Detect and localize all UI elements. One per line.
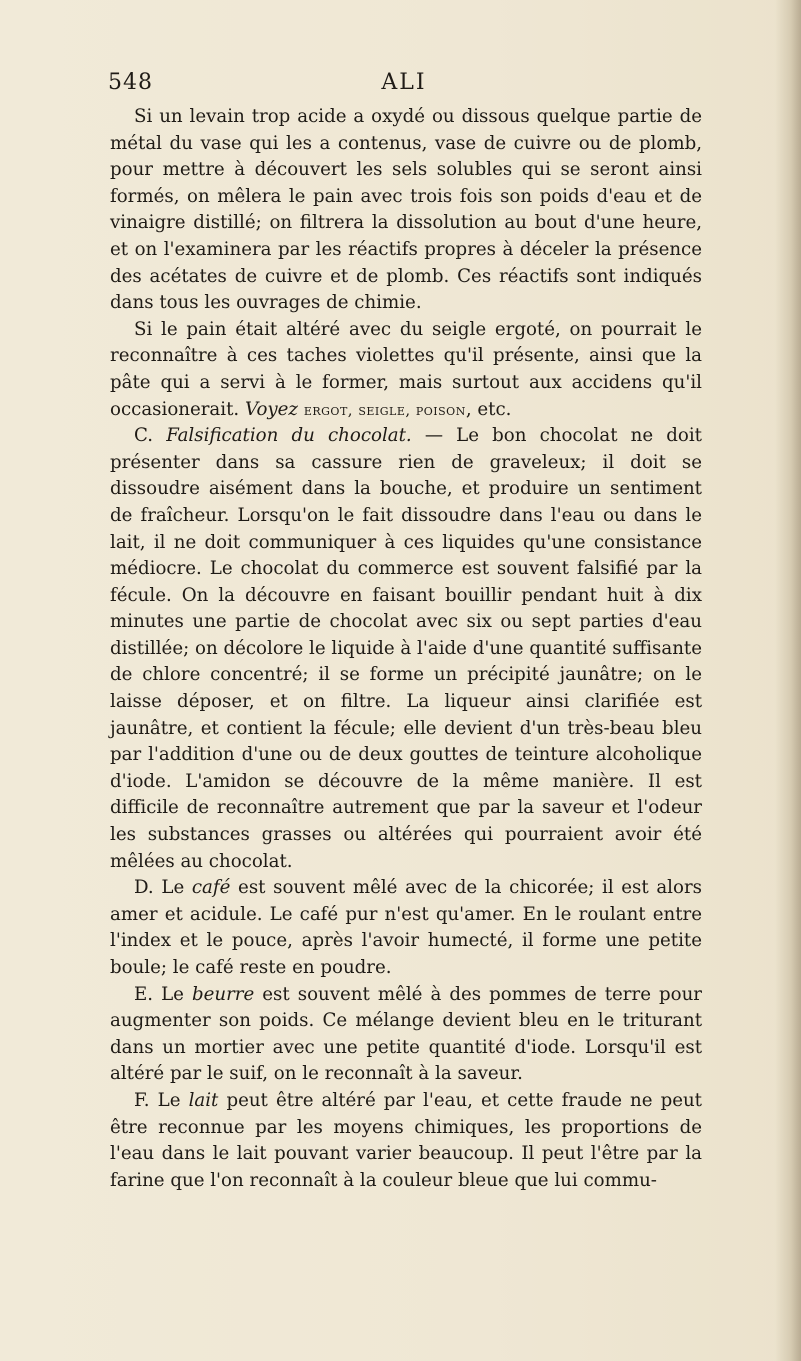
paragraph-3-text: Falsification du chocolat. [166,425,412,447]
paragraph-4 [110,875,702,981]
paragraph-2 [110,317,702,423]
page-edge-shadow [775,0,801,1361]
body-text [110,104,702,1194]
section-letter-d: D. [134,877,154,899]
section-letter-e: E. [134,983,154,1005]
section-letter-f: F. [134,1089,150,1111]
paragraph-6 [110,1088,702,1194]
paragraph-1: Si un levain trop acide a oxydé ou dissous quelque partie de métal du vase qui les a contenus, vase de cuivre ou de plomb, pour mettre à découvert les sels solubles qui se seront ainsi formés, on mêlera le pain avec trois fois son poids d'eau et de vinaigre distillé; on filtrera la dissolution au bout d'une heure, et on l'examinera par les réactifs propres à déceler la présence des acétates de cuivre et de plomb. Ces réactifs sont indiqués dans tous les ouvrages de chimie. [110,106,702,314]
paragraph-2-text: Si le pain était altéré avec du seigle ergoté, on pourrait le reconnaître à ces taches violettes qu'il présente, ainsi que la pâte qui a servi à le former, mais surtout aux accidens qu'il occasionerait. [110,318,702,420]
page-number: 548 [108,70,153,95]
cross-reference: ergot, seigle, poison [303,400,466,419]
voyez-ref: Voyez [244,398,299,420]
term-paragraph-6-text: lait [188,1089,219,1111]
paragraph-6-text: Le lait peut être altéré par l'eau, et cette fraude ne peut être reconnue par les moyens chimiques, les proportions de l'eau dans le lait pouvant varier beaucoup. Il peut l'être par la farine que l'on reconnaît à la couleur bleue que lui commu- [110,1089,702,1191]
paragraph-3 [110,423,702,875]
paragraph-4-text: Le café est souvent mêlé avec de la chicorée; il est alors amer et acidule. Le café pur n'est qu'amer. En le roulant entre l'index et le pouce, après l'avoir humecté, il forme une petite boule; le café reste en poudre. [110,877,702,978]
paragraph-3-body: — Le bon chocolat ne doit présenter dans sa cassure rien de graveleux; il doit se dissoudre aisément dans la bouche, et produire un sentiment de fraîcheur. Lorsqu'on le fait dissoudre dans l'eau ou dans le lait, il ne doit communiquer à ces liquides qu'une consistance médiocre. Le chocolat du commerce est souvent falsifié par la fécule. On la découvre en faisant bouillir pendant huit à dix minutes une partie de chocolat avec six ou sept parties d'eau distillée; on décolore le liquide à l'aide d'une quantité suffisante de chlore concentré; il se forme un précipité jaunâtre; on le laisse déposer, et on filtre. La liqueur ainsi clarifiée est jaunâtre, et contient la fécule; elle devient d'un très-beau bleu par l'addition d'une ou de deux gouttes de teinture alcoholique d'iode. L'amidon se découvre de la même manière. Il est difficile de reconnaître autrement que par la saveur et l'odeur les substances grasses ou altérées qui pourraient avoir été mêlées au chocolat. [110,425,702,872]
paragraph-5-text: Le beurre est souvent mêlé à des pommes de terre pour augmenter son poids. Ce mélange devient bleu en le triturant dans un mortier avec une petite quantité d'iode. Lorsqu'il est altéré par le suif, on le reconnaît à la saveur. [110,983,702,1085]
etc: , etc. [465,398,512,420]
paragraph-5 [110,982,702,1088]
term-paragraph-5-text: beurre [191,983,255,1005]
running-head: ALI [381,70,427,95]
section-letter-c: C. [134,425,154,447]
page-header [108,70,700,100]
term-paragraph-4-text: café [191,877,231,899]
